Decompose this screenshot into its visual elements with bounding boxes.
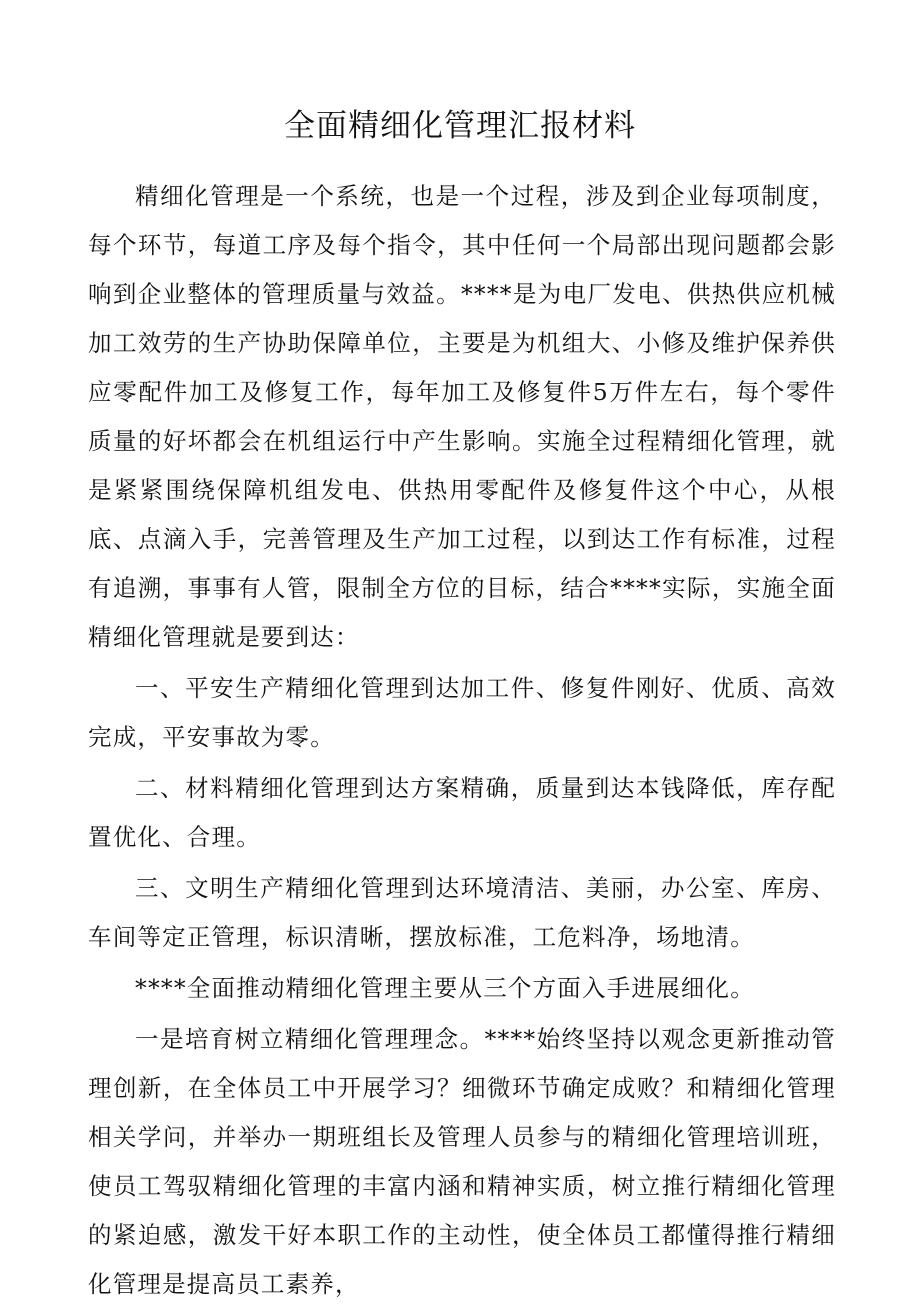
paragraph-summary: ****全面推动精细化管理主要从三个方面入手进展细化。 xyxy=(135,974,755,1002)
paragraph-intro: 精细化管理是一个系统，也是一个过程，涉及到企业每项制度，每个环节，每道工序及每个指令，其中任何一个局部出现问题都会影响到企业整体的管理质量与效益。****是为电厂发电、供热供应机械加工效劳的生产协助保障单位，主要是为机组大、小修及维护保养供应零配件加工及修复工作，每年加工及修复件5万件左右，每个零件质量的好坏都会在机组运行中产生影响。实施全过程精细化管理，就是紧紧围绕保障机组发电、供热用零配件及修复件这个中心，从根底、点滴入手，完善管理及生产加工过程，以到达工作有标准，过程有追溯，事事有人管，限制全方位的目标，结合****实际，实施全面精细化管理就是要到达： xyxy=(88,182,836,651)
document-body xyxy=(88,172,836,1311)
paragraph-point-1: 一是培育树立精细化管理理念。****始终坚持以观念更新推动管理创新，在全体员工中开展学习？细微环节确定成败？和精细化管理相关学问，并举办一期班组长及管理人员参与的精细化管理培训班，使员工驾驭精细化管理的丰富内涵和精神实质，树立推行精细化管理的紧迫感，激发干好本职工作的主动性，使全体员工都懂得推行精细化管理是提高员工素养， xyxy=(88,1025,836,1298)
document-title: 全面精细化管理汇报材料 xyxy=(284,108,636,144)
paragraph-item-3: 三、文明生产精细化管理到达环境清洁、美丽，办公室、库房、车间等定正管理，标识清晰，摆放标准，工危料净，场地清。 xyxy=(88,874,836,951)
paragraph-item-1: 一、平安生产精细化管理到达加工件、修复件刚好、优质、高效完成，平安事故为零。 xyxy=(88,674,836,751)
paragraph-item-2: 二、材料精细化管理到达方案精确，质量到达本钱降低，库存配置优化、合理。 xyxy=(88,774,836,851)
